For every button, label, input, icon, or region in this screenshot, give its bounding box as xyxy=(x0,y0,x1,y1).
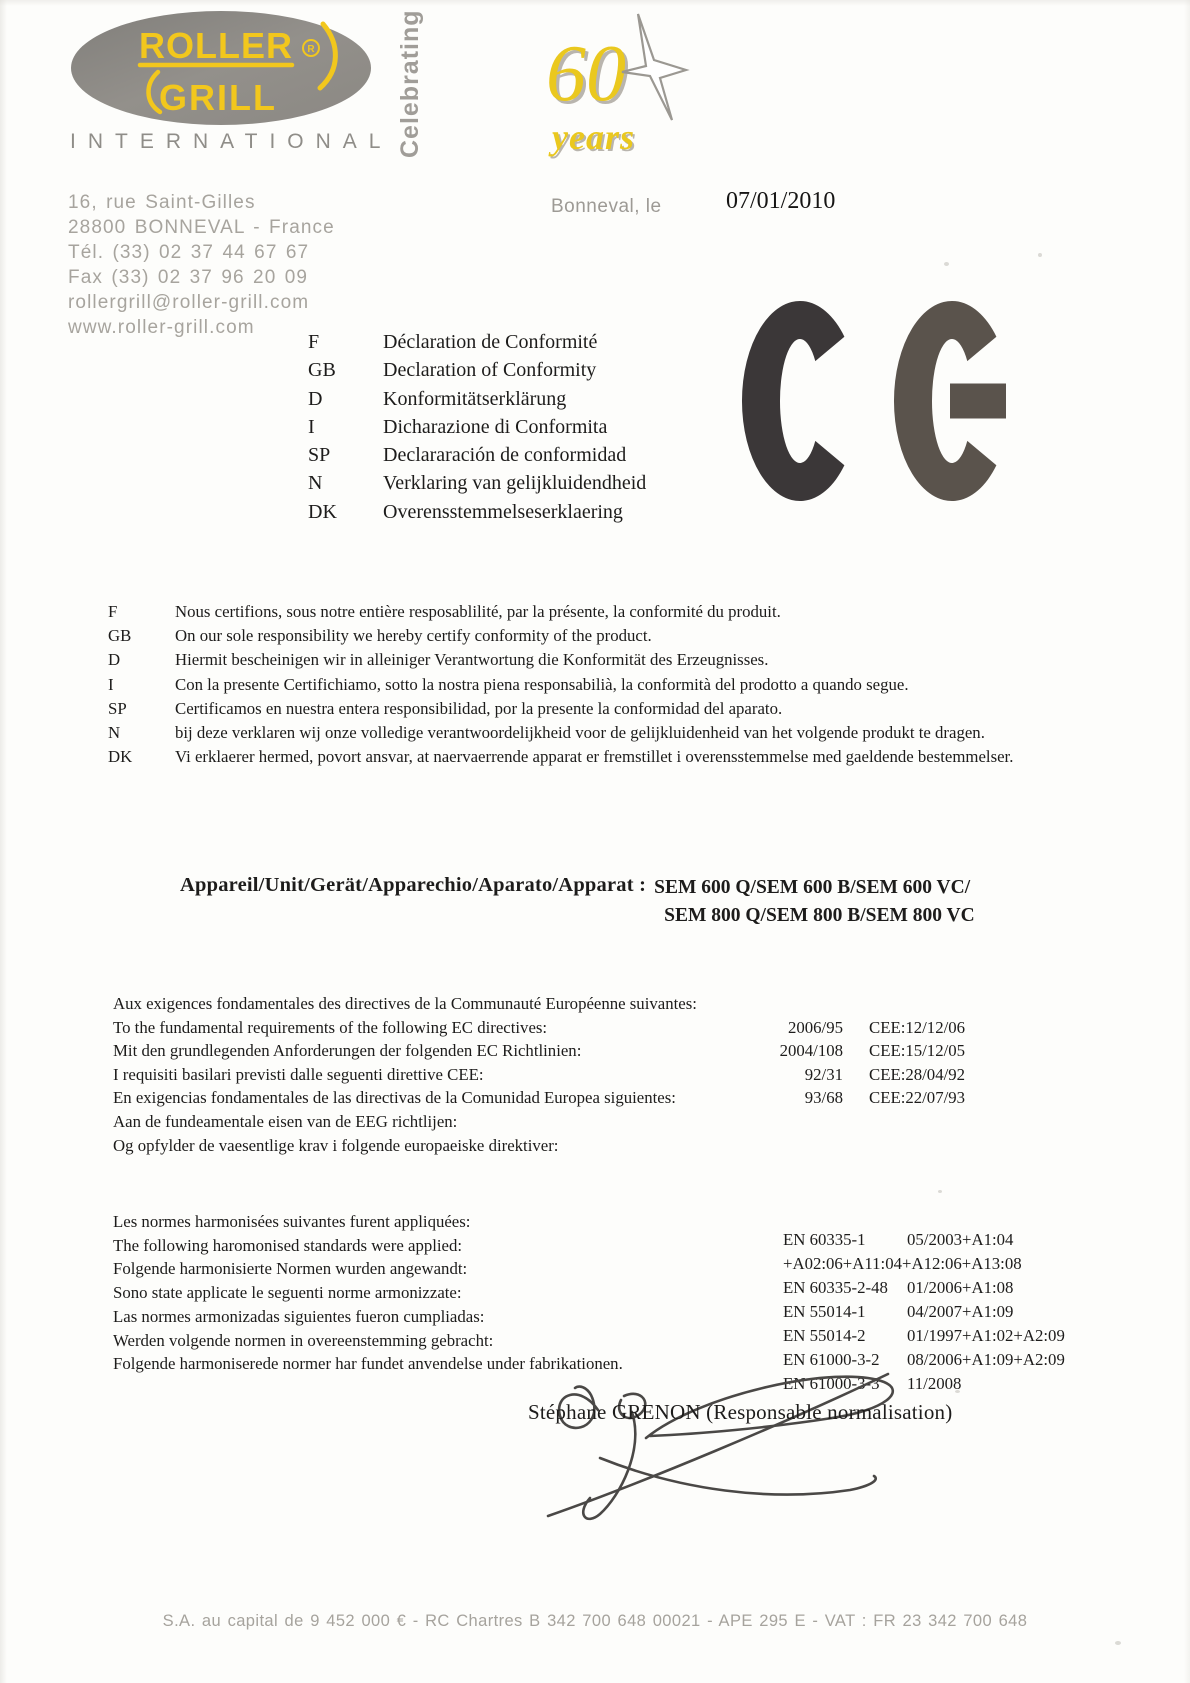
title-row xyxy=(308,328,646,356)
scan-edge-top xyxy=(0,0,1190,6)
standard-row xyxy=(783,1276,1113,1300)
document-date: 07/01/2010 xyxy=(726,188,836,214)
address-line: Fax (33) 02 37 96 20 09 xyxy=(68,267,309,288)
lang-code: F xyxy=(108,602,118,621)
title-row xyxy=(308,498,646,526)
lang-code: GB xyxy=(308,359,336,382)
logo-subtitle: INTERNATIONAL xyxy=(70,130,393,153)
statement-text: Con la presente Certifichiamo, sotto la nostra piena responsabilià, la conformità del prodotto a quando segue. xyxy=(175,674,909,694)
statement-row xyxy=(108,697,1048,721)
address-line: 28800 BONNEVAL - France xyxy=(68,217,335,238)
statement-text: Hiermit bescheinigen wir in alleiniger Verantwortung die Konformität des Erzeugnisses. xyxy=(175,650,769,670)
title-text: Overensstemmelseserklaering xyxy=(383,500,623,523)
statement-row xyxy=(108,721,1048,745)
statement-row xyxy=(108,600,1048,624)
address-line: www.roller-grill.com xyxy=(68,317,255,338)
title-text: Konformitätserklärung xyxy=(383,387,567,410)
roller-grill-logo xyxy=(68,8,380,134)
statement-row xyxy=(108,745,1048,769)
lang-code: SP xyxy=(308,444,331,467)
lang-code: GB xyxy=(108,626,132,646)
title-row xyxy=(308,469,646,497)
directive-row xyxy=(113,1063,1073,1087)
scan-edge-left xyxy=(0,0,7,1683)
title-text: Dicharazione di Conformita xyxy=(383,415,608,438)
statement-row xyxy=(108,624,1048,648)
directive-row xyxy=(113,992,1073,1016)
directive-text: Aux exigences fondamentales des directives de la Communauté Européenne suivantes: xyxy=(113,994,697,1013)
logo-text-grill: GRILL xyxy=(159,77,277,118)
logo-text-roller: ROLLER xyxy=(139,25,293,66)
product-models-line1: SEM 600 Q/SEM 600 B/SEM 600 VC/ xyxy=(654,877,971,898)
address-line: rollergrill@roller-grill.com xyxy=(68,292,310,313)
directive-cee-date: CEE:22/07/93 xyxy=(869,1088,966,1108)
celebrating-label: Celebrating xyxy=(396,9,424,158)
lang-code: D xyxy=(308,387,323,410)
declaration-titles xyxy=(308,328,646,526)
lang-code: DK xyxy=(308,500,337,523)
directive-number xyxy=(763,1110,843,1134)
standards-intro-line: Las normes armonizadas siguientes fueron cumpliadas: xyxy=(113,1306,485,1326)
lang-code: SP xyxy=(108,698,127,718)
scan-speck xyxy=(1115,1641,1121,1645)
title-row xyxy=(308,413,646,441)
standards-intro-line: Sono state applicate le seguenti norme armonizzate: xyxy=(113,1283,462,1303)
lang-code: N xyxy=(308,472,323,495)
lang-code: N xyxy=(108,723,121,743)
address-line: 16, rue Saint-Gilles xyxy=(68,192,256,213)
directive-row xyxy=(113,1134,1073,1158)
directive-row xyxy=(113,1086,1073,1110)
ce-letter-c xyxy=(742,301,844,501)
lang-code: F xyxy=(308,331,320,353)
standards-intro-line: Folgende harmonisierte Normen wurden angewandt: xyxy=(113,1259,468,1279)
ce-mark xyxy=(736,293,1026,513)
directive-cee-date: CEE:15/12/05 xyxy=(869,1041,966,1061)
scan-edge-right xyxy=(1184,0,1190,1683)
star-icon xyxy=(620,12,700,122)
standard-row xyxy=(783,1300,1113,1324)
product-label: Appareil/Unit/Gerät/Apparechio/Aparato/Apparat : xyxy=(180,874,647,896)
company-address xyxy=(68,190,335,340)
title-text: Declararación de conformidad xyxy=(383,444,627,467)
standard-code: EN 55014-2 xyxy=(783,1326,866,1345)
registered-r: R xyxy=(307,44,315,55)
lang-code: D xyxy=(108,650,121,670)
standards-intro-line: Les normes harmonisées suivantes furent appliquées: xyxy=(113,1212,471,1231)
standard-row xyxy=(783,1228,1113,1252)
directive-number: 93/68 xyxy=(804,1088,843,1108)
scan-speck xyxy=(938,1190,942,1193)
standard-code: +A02:06+A11:04+A12:06+A13:08 xyxy=(783,1254,1022,1273)
directive-number: 2004/108 xyxy=(779,1041,843,1061)
title-text: Declaration of Conformity xyxy=(383,359,597,382)
standard-version: 11/2008 xyxy=(907,1374,962,1393)
scan-speck xyxy=(955,1390,960,1393)
product-models-line2: SEM 800 Q/SEM 800 B/SEM 800 VC xyxy=(664,905,975,926)
title-text: Verklaring van gelijkluidendheid xyxy=(383,472,647,495)
standards-intro-line: The following haromonised standards were applied: xyxy=(113,1235,463,1255)
standard-version: 01/2006+A1:08 xyxy=(907,1278,1014,1297)
statement-text: Vi erklaerer hermed, povort ansvar, at naervaerrende apparat er fremstillet i overensstemmelse med gaeldende bestemmelser. xyxy=(175,747,1014,767)
lang-code: DK xyxy=(108,747,133,767)
statement-row xyxy=(108,648,1048,672)
standard-version: 01/1997+A1:02+A2:09 xyxy=(907,1326,1065,1345)
years-label: years xyxy=(552,117,635,157)
ce-letter-e xyxy=(894,301,1006,501)
directive-text: To the fundamental requirements of the following EC directives: xyxy=(113,1017,548,1037)
scan-speck xyxy=(1038,253,1042,257)
standard-code: EN 60335-2-48 xyxy=(783,1278,888,1297)
product-declaration xyxy=(180,874,975,930)
statement-text: Nous certifions, sous notre entière resposablilité, par la présente, la conformité du produit. xyxy=(175,602,781,621)
signatory-name: Stéphane GRENON (Responsable normalisation) xyxy=(528,1400,953,1424)
directive-number: 2006/95 xyxy=(787,1017,843,1037)
directive-row xyxy=(113,1016,1073,1040)
directive-text: Og opfylder de vaesentlige krav i folgende europaeiske direktiver: xyxy=(113,1135,559,1155)
statement-text: bij deze verklaren wij onze volledige verantwoordelijkheid voor de gelijkluidenheid van het volgende produkt te dragen. xyxy=(175,723,985,743)
standard-code: EN 61000-3-2 xyxy=(783,1350,880,1369)
directive-number xyxy=(763,1134,843,1158)
directive-text: Mit den grundlegenden Anforderungen der folgenden EC Richtlinien: xyxy=(113,1041,582,1061)
title-row xyxy=(308,441,646,469)
address-line: Tél. (33) 02 37 44 67 67 xyxy=(68,242,310,263)
standard-version: 08/2006+A1:09+A2:09 xyxy=(907,1350,1065,1369)
statement-text: Certificamos en nuestra entera responsibilidad, por la presente la conformidad del aparato. xyxy=(175,698,783,718)
standard-code: EN 61000-3-3 xyxy=(783,1374,880,1393)
directive-row xyxy=(113,1039,1073,1063)
statement-row xyxy=(108,673,1048,697)
directive-number: 92/31 xyxy=(804,1064,843,1084)
product-models xyxy=(654,874,975,930)
statement-text: On our sole responsibility we hereby certify conformity of the product. xyxy=(175,626,652,646)
title-text: Déclaration de Conformité xyxy=(383,331,598,353)
title-row xyxy=(308,385,646,413)
directives-section xyxy=(113,992,1073,1157)
lang-code: I xyxy=(308,415,315,438)
directive-cee-date: CEE:12/12/06 xyxy=(869,1017,966,1037)
directive-number xyxy=(763,992,843,1016)
directive-cee-date: CEE:28/04/92 xyxy=(869,1064,966,1084)
directive-text: I requisiti basilari previsti dalle seguenti direttive CEE: xyxy=(113,1064,484,1084)
standard-row xyxy=(783,1252,1113,1276)
signature xyxy=(520,1338,960,1548)
certification-statements xyxy=(108,600,1048,769)
legal-footer: S.A. au capital de 9 452 000 € - RC Chartres B 342 700 648 00021 - APE 295 E - VAT : FR 23 342 700 648 xyxy=(162,1612,1028,1630)
directive-row xyxy=(113,1110,1073,1134)
scan-speck xyxy=(944,262,949,266)
directive-text: Aan de fundeamentale eisen van de EEG richtlijen: xyxy=(113,1111,458,1131)
sixty-numeral: 60 xyxy=(546,30,626,118)
title-row xyxy=(308,356,646,384)
directive-text: En exigencias fondamentales de las directivas de la Comunidad Europea siguientes: xyxy=(113,1088,676,1108)
standard-code: EN 55014-1 xyxy=(783,1302,866,1321)
standards-intro-line: Folgende harmoniserede normer har fundet anvendelse under fabrikationen. xyxy=(113,1354,623,1374)
date-place-label: Bonneval, le xyxy=(551,196,662,217)
standard-version: 05/2003+A1:04 xyxy=(907,1230,1014,1249)
standard-version: 04/2007+A1:09 xyxy=(907,1302,1014,1321)
standard-code: EN 60335-1 xyxy=(783,1230,866,1249)
standards-intro-line: Werden volgende normen in overeenstemming gebracht: xyxy=(113,1330,494,1350)
lang-code: I xyxy=(108,674,114,694)
